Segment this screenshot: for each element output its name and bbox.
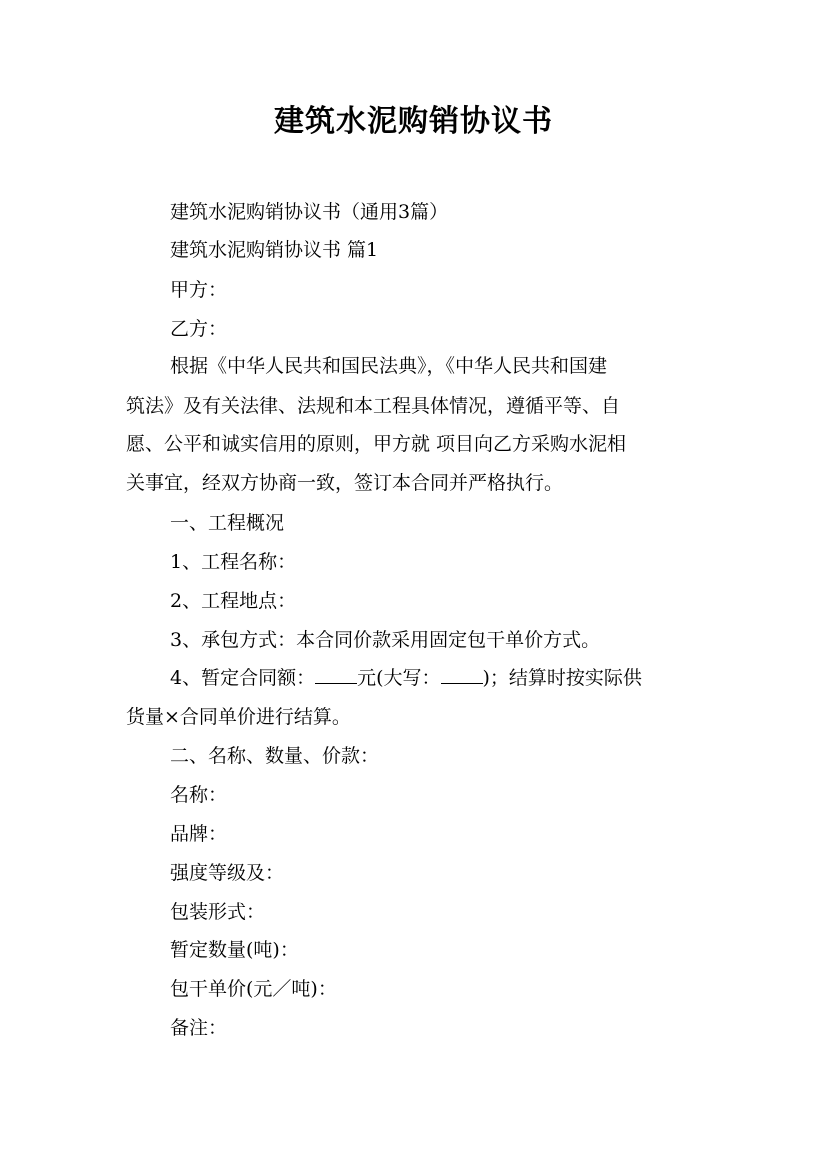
list-item: 品牌： — [170, 823, 228, 845]
paragraph-line: 筑法》及有关法律、法规和本工程具体情况，遵循平等、自 — [126, 395, 621, 417]
blank-field — [315, 665, 357, 684]
section-heading: 二、名称、数量、价款： — [170, 745, 380, 767]
section-heading: 建筑水泥购销协议书 篇1 — [170, 239, 379, 261]
list-item: 暂定数量(吨)： — [170, 939, 299, 961]
list-item: 包干单价(元／吨)： — [170, 978, 337, 1000]
contract-amount-text: 元(大写： — [357, 667, 441, 689]
contract-amount-label: 4、暂定合同额： — [170, 667, 316, 689]
party-b: 乙方： — [170, 318, 228, 340]
list-item: 备注： — [170, 1017, 228, 1039]
list-item: 名称： — [170, 784, 228, 806]
paragraph-line: 货量×合同单价进行结算。 — [126, 706, 351, 728]
list-item: 1、工程名称： — [170, 551, 297, 573]
doc-subtitle: 建筑水泥购销协议书（通用3篇） — [170, 201, 449, 223]
list-item: 强度等级及： — [170, 862, 285, 884]
list-item: 3、承包方式：本合同价款采用固定包干单价方式。 — [170, 629, 601, 651]
paragraph-line: 关事宜，经双方协商一致，签订本合同并严格执行。 — [126, 472, 564, 494]
contract-amount-text: )；结算时按实际供 — [482, 667, 642, 689]
document-title: 建筑水泥购销协议书 — [274, 104, 553, 139]
paragraph-line: 愿、公平和诚实信用的原则，甲方就 项目向乙方采购水泥相 — [126, 433, 627, 455]
list-item — [126, 664, 750, 692]
section-heading: 一、工程概况 — [170, 512, 285, 534]
list-item: 2、工程地点： — [170, 590, 297, 612]
paragraph-line: 根据《中华人民共和国民法典》，《中华人民共和国建 — [170, 355, 608, 377]
list-item: 包装形式： — [170, 901, 266, 923]
blank-field — [441, 665, 483, 684]
party-a: 甲方： — [170, 279, 228, 301]
